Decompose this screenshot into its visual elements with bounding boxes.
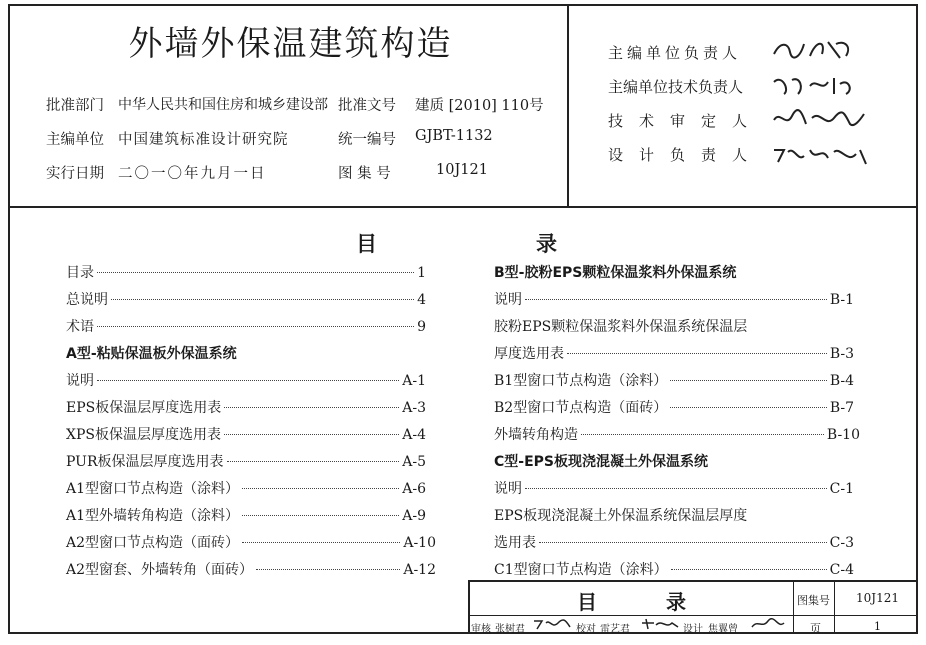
title-block-divider-h [468,615,918,616]
toc-leader-dots [224,407,399,408]
toc-leader-dots [242,542,400,543]
toc-entry-page: 1 [417,265,426,281]
toc-leader-dots [97,380,399,381]
toc-leader-dots [670,380,827,381]
atlas-title: 外墙外保温建筑构造 [128,24,453,64]
meta-approval-dept-label: 批准部门 [46,98,104,114]
toc-entry-title: EPS板保温层厚度选用表 [66,400,222,416]
toc-entry-title: 外墙转角构造 [494,427,578,443]
toc-entry-title: 说明 [494,481,522,497]
toc-section-a: A型-粘贴保温板外保温系统 [66,346,237,362]
toc-entry-page: A-5 [402,454,426,470]
toc-entry-title: 说明 [66,373,94,389]
title-block-name-right: 录 [666,590,686,614]
toc-entry[interactable] [66,370,426,390]
toc-entry-page: C-1 [829,481,854,497]
toc-entry-page: A-12 [403,562,436,578]
title-block-name-left: 目 [577,590,597,614]
responsible-tech-chief: 主编单位技术负责人 [608,78,744,96]
page-no-value: 1 [874,620,881,633]
toc-section-b: B型-胶粉EPS颗粒保温浆料外保温系统 [494,265,737,281]
name-reviewer: 张树君 [495,624,525,635]
toc-entry-page: C-4 [829,562,854,578]
toc-leader-dots [97,272,414,273]
toc-entry-page: A-1 [402,373,426,389]
toc-entry-title: C1型窗口节点构造（涂料） [494,562,668,578]
toc-heading-right: 录 [536,232,557,256]
signature-tech-chief [770,72,880,98]
signature-tech-reviewer [770,106,880,132]
toc-leader-dots [242,515,399,516]
toc-entry-page: A-3 [402,400,426,416]
toc-entry[interactable] [494,424,860,444]
toc-entry-page: B-3 [829,346,854,362]
toc-entry[interactable] [494,289,854,309]
toc-entry-title: 术语 [66,319,94,335]
meta-editor-value: 中国建筑标准设计研究院 [118,132,289,148]
toc-entry[interactable] [494,478,854,498]
toc-entry-title: XPS板保温层厚度选用表 [66,427,221,443]
toc-leader-dots [242,488,399,489]
signature-reviewer [532,617,572,634]
toc-entry-page: 4 [417,292,426,308]
name-checker: 雷艺君 [600,624,630,635]
toc-entry[interactable] [494,343,854,363]
signature-checker [640,617,680,634]
toc-entry[interactable] [66,505,426,525]
role-designer: 设计 [683,624,703,635]
toc-entry-title-line1: EPS板现浇混凝土外保温系统保温层厚度 [494,508,748,524]
signature-design-lead [770,142,880,168]
title-block-divider-v1 [793,580,794,634]
toc-entry-title-line1: 胶粉EPS颗粒保温浆料外保温系统保温层 [494,319,748,335]
toc-leader-dots [670,407,827,408]
toc-entry-title: A1型窗口节点构造（涂料） [66,481,240,497]
toc-leader-dots [539,542,827,543]
toc-leader-dots [97,326,414,327]
meta-approval-no-label: 批准文号 [338,98,396,114]
toc-entry-page: 9 [417,319,426,335]
toc-entry-title: 总说明 [66,292,108,308]
toc-entry[interactable] [66,478,426,498]
toc-entry[interactable] [66,424,426,444]
meta-effective-date-value: 二〇一〇年九月一日 [118,166,267,182]
meta-unified-no-label: 统一编号 [338,132,396,148]
toc-entry-page: A-4 [402,427,426,443]
toc-leader-dots [111,299,414,300]
toc-entry[interactable] [494,559,854,579]
toc-entry-title: 选用表 [494,535,536,551]
role-checker: 校对 [576,624,596,635]
meta-approval-no-value: 建质 [2010] 110号 [415,98,544,114]
toc-entry-title: A2型窗套、外墙转角（面砖） [66,562,254,578]
toc-entry[interactable] [66,262,426,282]
page-label: 页 [810,622,821,635]
toc-leader-dots [525,299,827,300]
toc-entry-title: 说明 [494,292,522,308]
responsible-chief-editor: 主编单位负责人 [608,44,742,62]
toc-entry-page: B-7 [829,400,854,416]
toc-entry[interactable] [66,316,426,336]
toc-entry[interactable] [66,559,436,579]
toc-entry[interactable] [494,370,854,390]
toc-entry-page: A-6 [402,481,426,497]
toc-entry[interactable] [66,289,426,309]
toc-entry-title: B1型窗口节点构造（涂料） [494,373,668,389]
toc-leader-dots [256,569,400,570]
toc-entry-page: B-1 [829,292,854,308]
toc-leader-dots [671,569,827,570]
atlas-no-value: 10J121 [856,591,899,605]
toc-entry-page: B-10 [826,427,860,443]
signature-designer [750,617,790,634]
name-designer: 焦翼曾 [708,624,738,635]
toc-leader-dots [525,488,827,489]
meta-unified-no-value: GJBT-1132 [415,128,493,144]
toc-leader-dots [567,353,827,354]
responsible-design-lead: 设计负责人 [608,146,764,164]
toc-entry-title: A1型外墙转角构造（涂料） [66,508,240,524]
responsible-tech-reviewer: 技术审定人 [608,112,764,130]
role-reviewer: 审核 [471,624,491,635]
toc-entry-page: B-4 [829,373,854,389]
meta-editor-label: 主编单位 [46,132,104,148]
toc-leader-dots [581,434,824,435]
toc-entry[interactable] [66,397,426,417]
meta-atlas-no-label: 图 集 号 [338,166,391,182]
atlas-no-label: 图集号 [797,594,830,607]
toc-section-c: C型-EPS板现浇混凝土外保温系统 [494,454,708,470]
toc-entry-page: A-10 [403,535,436,551]
toc-entry-title: 厚度选用表 [494,346,564,362]
toc-entry-page: C-3 [829,535,854,551]
toc-entry[interactable] [494,532,854,552]
header-divider-horizontal [8,206,918,208]
toc-entry-title: B2型窗口节点构造（面砖） [494,400,668,416]
toc-leader-dots [224,434,399,435]
signature-chief-editor [770,36,880,62]
toc-leader-dots [227,461,400,462]
toc-entry[interactable] [494,397,854,417]
toc-entry-title: A2型窗口节点构造（面砖） [66,535,240,551]
title-block-divider-v2 [834,580,835,634]
toc-entry[interactable] [66,451,426,471]
toc-entry-title: 目录 [66,265,94,281]
toc-entry[interactable] [66,532,436,552]
toc-entry-title: PUR板保温层厚度选用表 [66,454,224,470]
meta-approval-dept-value: 中华人民共和国住房和城乡建设部 [118,97,328,113]
meta-effective-date-label: 实行日期 [46,166,104,182]
meta-atlas-no-value: 10J121 [436,162,488,178]
toc-entry-page: A-9 [402,508,426,524]
toc-heading-left: 目 [356,232,377,256]
